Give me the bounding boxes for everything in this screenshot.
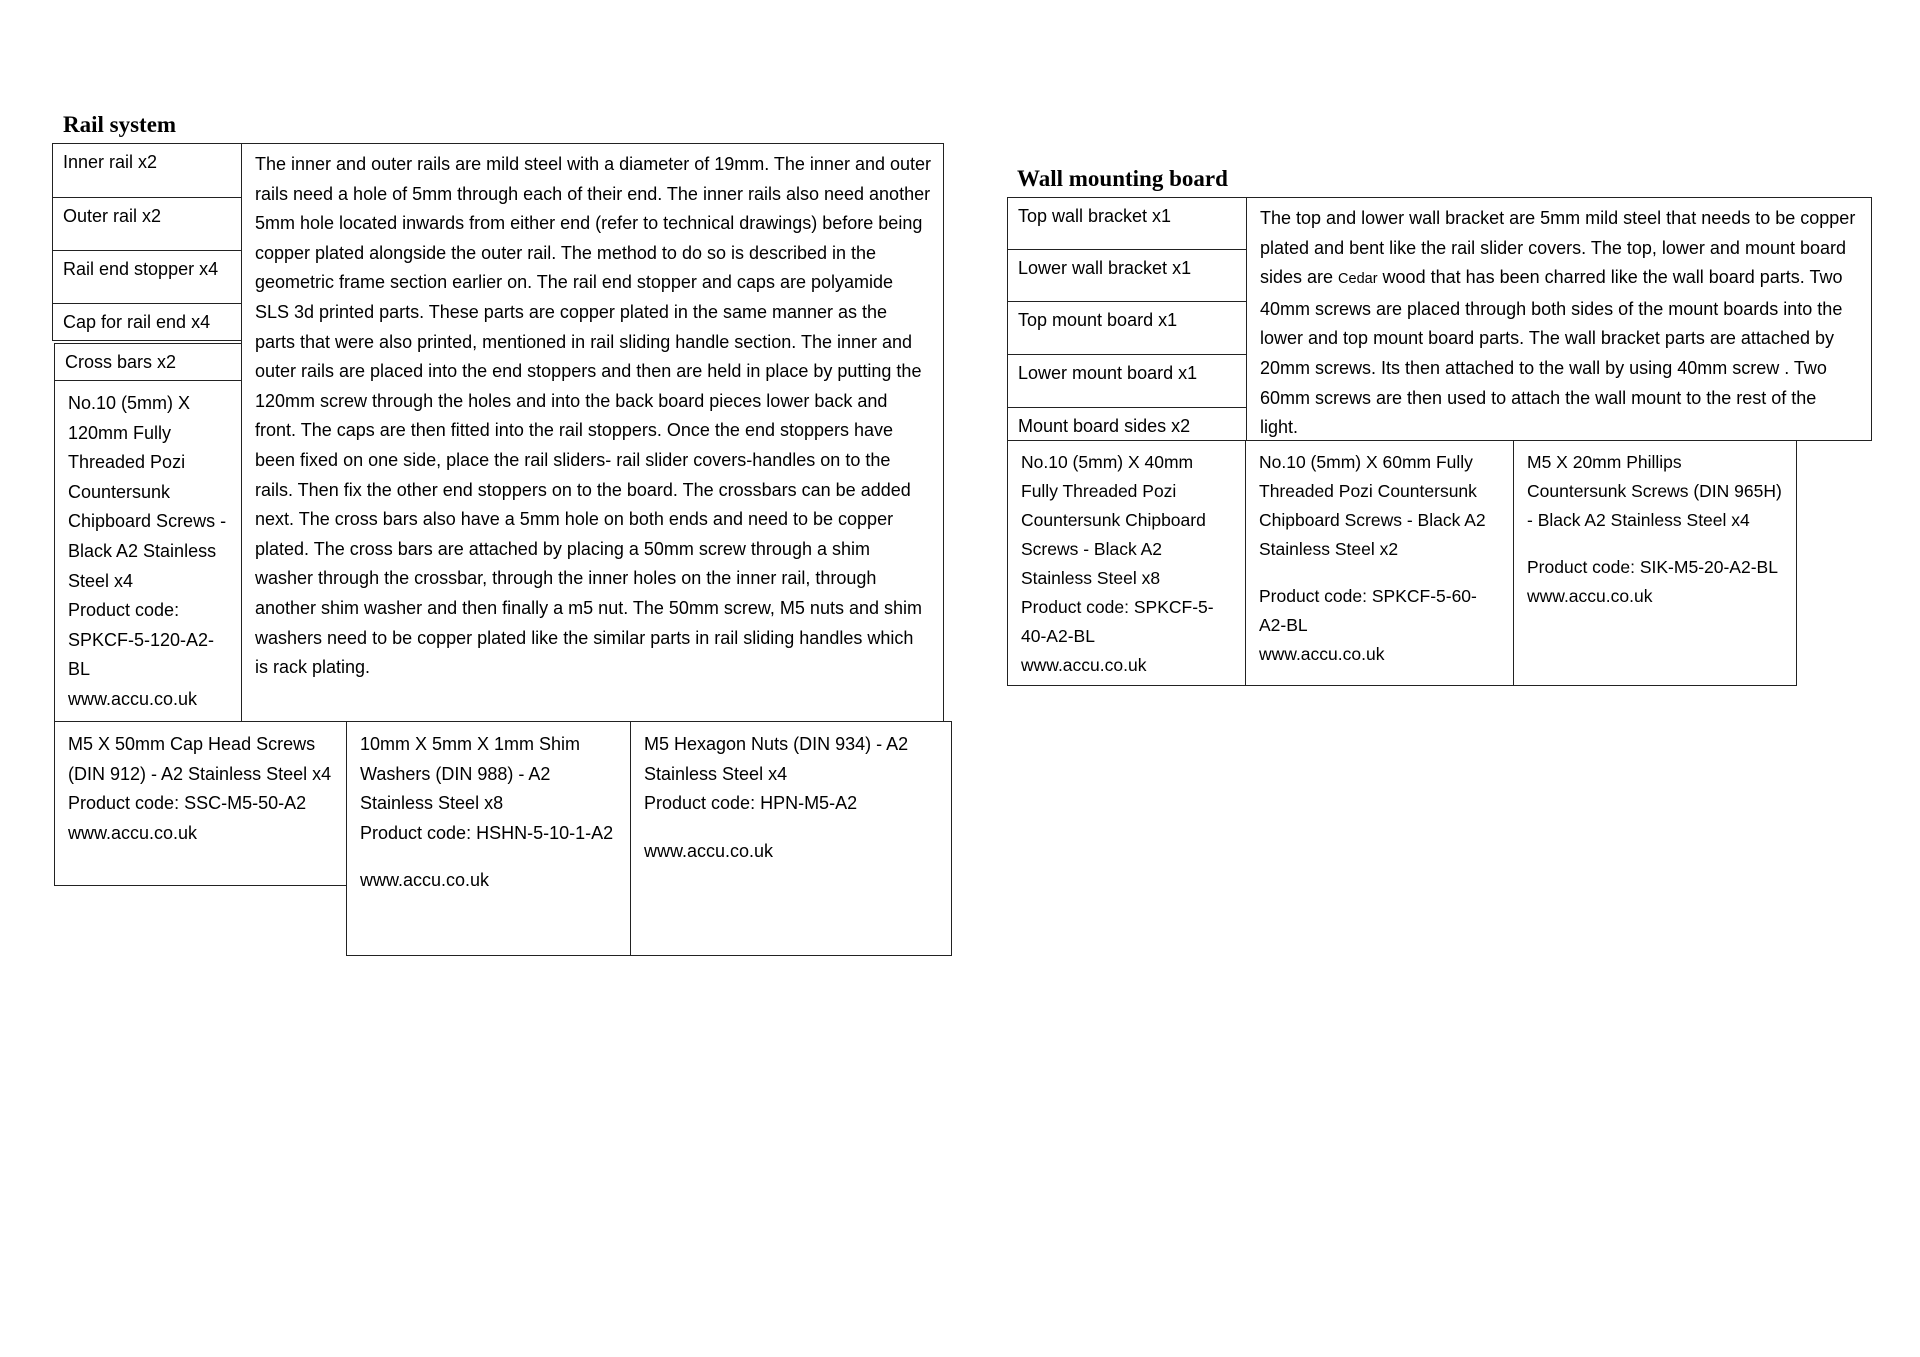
- part-rail-end-stopper: Rail end stopper x4: [52, 250, 242, 304]
- part-lower-wall-bracket: Lower wall bracket x1: [1007, 249, 1247, 302]
- fastener-20mm-phillips-screws: [1513, 440, 1797, 686]
- fastener-name: M5 X 20mm Phillips Countersunk Screws (DIN 965H) - Black A2 Stainless Steel x4: [1527, 452, 1782, 530]
- fastener-code: Product code: SIK-M5-20-A2-BL: [1527, 557, 1778, 577]
- fastener-name: M5 Hexagon Nuts (DIN 934) - A2 Stainless Steel x4: [644, 734, 909, 784]
- screw-120mm-code: Product code: SPKCF-5-120-A2-BL: [68, 600, 215, 680]
- fastener-shim-washers: [346, 721, 632, 956]
- screw-120mm-url: www.accu.co.uk: [68, 688, 198, 709]
- fastener-url: www.accu.co.uk: [1259, 644, 1385, 664]
- fastener-url: www.accu.co.uk: [644, 840, 774, 861]
- fastener-cap-head-screws: [54, 721, 348, 886]
- fastener-code: Product code: SPKCF-5-60-A2-BL: [1259, 586, 1477, 635]
- fastener-name: M5 X 50mm Cap Head Screws (DIN 912) - A2 Stainless Steel x4: [68, 734, 332, 784]
- part-mount-board-sides: Mount board sides x2: [1007, 407, 1247, 441]
- part-lower-mount-board: Lower mount board x1: [1007, 354, 1247, 408]
- part-top-mount-board: Top mount board x1: [1007, 301, 1247, 355]
- fastener-code: Product code: HPN-M5-A2: [644, 793, 858, 814]
- fastener-hex-nuts: [630, 721, 952, 956]
- wall-description-text-2: wood that has been charred like the wall board parts. Two 40mm screws are placed through both sides of the mount boards into the lower and top mount board parts. The wall bracket parts are attached by 20mm screws. Its then attached to the wall by using 40mm screw . Two 60mm screws are then used to attach the wall mount to the rest of the light.: [1260, 267, 1843, 438]
- fastener-url: www.accu.co.uk: [1527, 586, 1653, 606]
- fastener-url: www.accu.co.uk: [1021, 655, 1147, 675]
- fastener-60mm-screws: [1245, 440, 1515, 686]
- screw-120mm-name: No.10 (5mm) X 120mm Fully Threaded Pozi Countersunk Chipboard Screws - Black A2 Stainless Steel x4: [68, 393, 227, 591]
- wall-mounting-description: [1246, 197, 1872, 441]
- rail-system-heading: Rail system: [63, 112, 177, 137]
- part-outer-rail: Outer rail x2: [52, 197, 242, 251]
- fastener-code: Product code: HSHN-5-10-1-A2: [360, 822, 614, 843]
- fastener-name: 10mm X 5mm X 1mm Shim Washers (DIN 988) - A2 Stainless Steel x8: [360, 734, 581, 814]
- fastener-code: Product code: SPKCF-5-40-A2-BL: [1021, 597, 1214, 646]
- fastener-url: www.accu.co.uk: [360, 870, 490, 891]
- wall-description-cedar: Cedar: [1338, 271, 1378, 288]
- fastener-name: No.10 (5mm) X 60mm Fully Threaded Pozi Countersunk Chipboard Screws - Black A2 Stainless Steel x2: [1259, 452, 1486, 559]
- wall-description-text-1: The top and lower wall bracket are 5mm mild steel that needs to be copper plated and bent like the rail slider covers. The top, lower and mount board sides are: [1260, 208, 1856, 288]
- screw-120mm-cell: [54, 380, 243, 722]
- part-top-wall-bracket: Top wall bracket x1: [1007, 197, 1247, 250]
- fastener-url: www.accu.co.uk: [68, 822, 198, 843]
- part-cross-bars: Cross bars x2: [54, 343, 242, 381]
- fastener-code: Product code: SSC-M5-50-A2: [68, 793, 307, 814]
- wall-mounting-board-heading: Wall mounting board: [1017, 166, 1228, 191]
- part-inner-rail: Inner rail x2: [52, 143, 242, 198]
- fastener-40mm-screws: [1007, 440, 1247, 686]
- fastener-name: No.10 (5mm) X 40mm Fully Threaded Pozi Countersunk Chipboard Screws - Black A2 Stainless Steel x8: [1021, 452, 1206, 588]
- rail-system-description: The inner and outer rails are mild steel with a diameter of 19mm. The inner and outer rails need a hole of 5mm through each of their end. The inner rails also need another 5mm hole located inwards from either end (refer to technical drawings) before being copper plated alongside the outer rail. The method to do so is described in the geometric frame section earlier on. The rail end stopper and caps are polyamide SLS 3d printed parts. These parts are copper plated in the same manner as the parts that were also printed, mentioned in rail sliding handle section. The inner and outer rails are placed into the end stoppers and then are held in place by putting the 120mm screw through the holes and into the back board pieces lower back and front. The caps are then fitted into the rail stoppers. Once the end stoppers have been fixed on one side, place the rail sliders- rail slider covers-handles on to the rails. Then fix the other end stoppers on to the board. The crossbars can be added next. The cross bars also have a 5mm hole on both ends and need to be copper plated. The cross bars are attached by placing a 50mm screw through a shim washer through the crossbar, through the inner holes on the inner rail, through another shim washer and then finally a m5 nut. The 50mm screw, M5 nuts and shim washers need to be copper plated like the similar parts in rail sliding handles which is rack plating.: [241, 143, 944, 723]
- part-cap-rail-end: Cap for rail end x4: [52, 303, 242, 341]
